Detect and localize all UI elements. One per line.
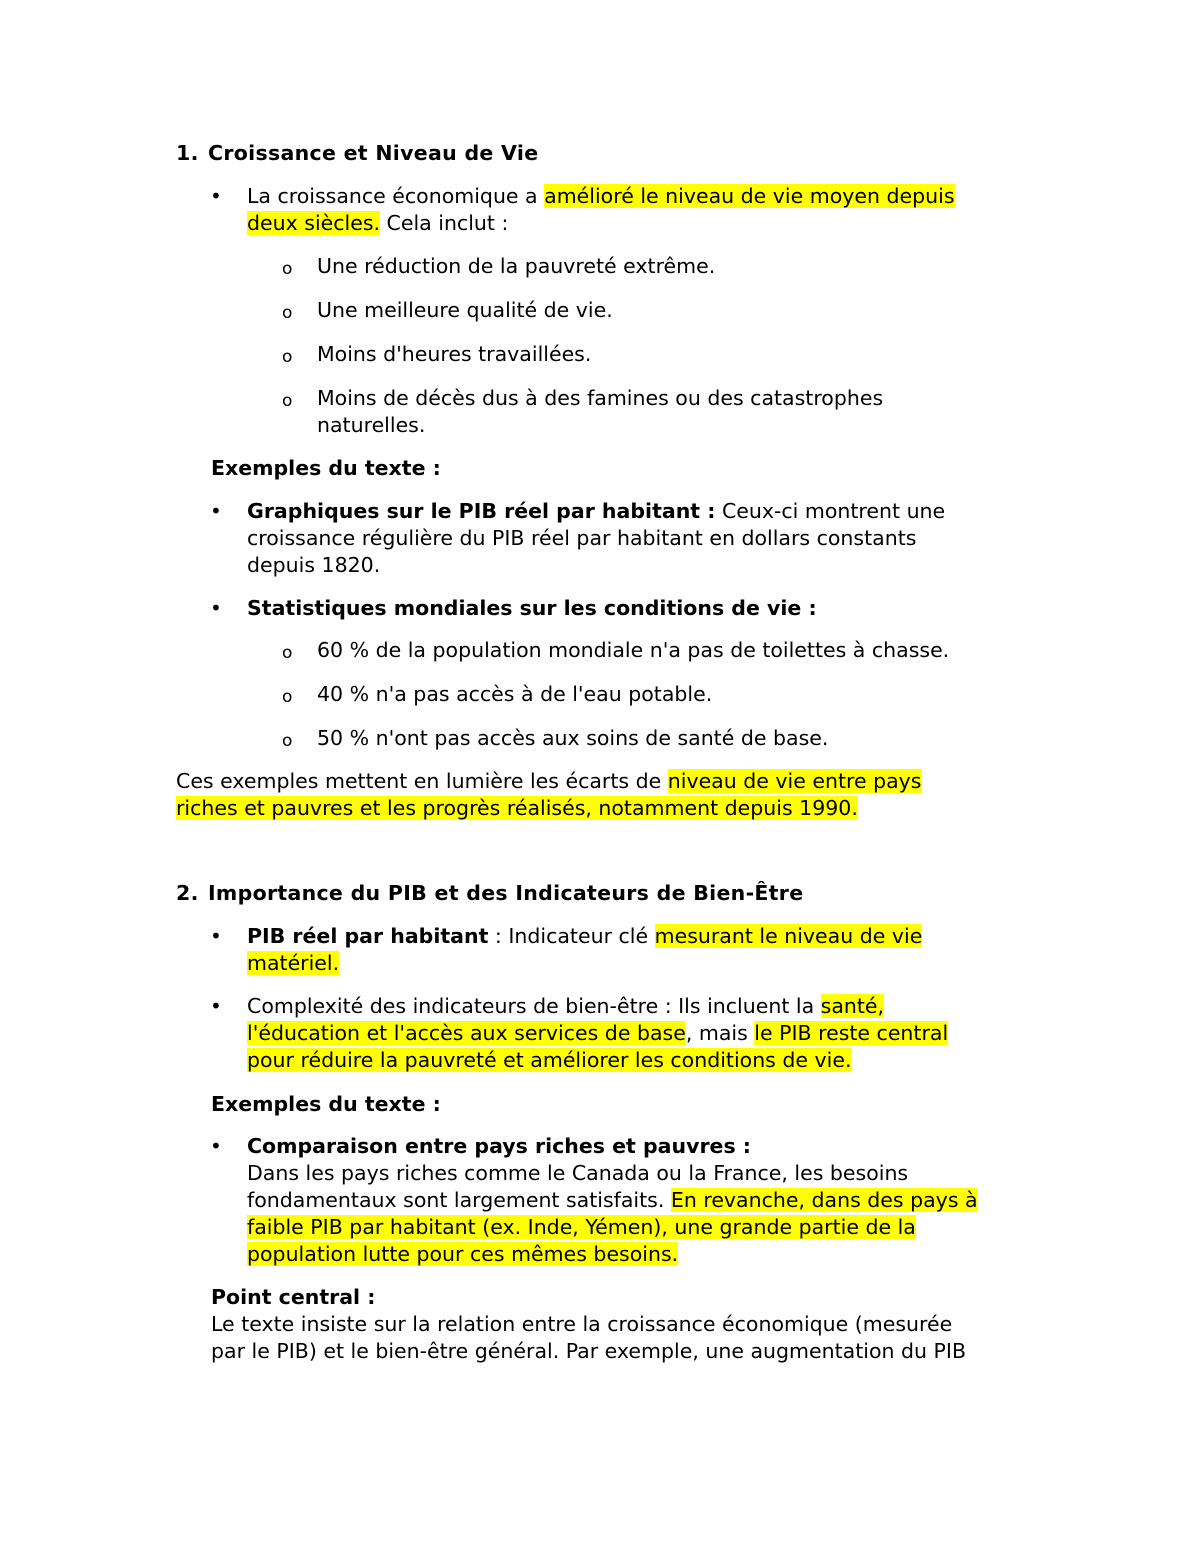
s1-stat: 50 % n'ont pas accès aux soins de santé de base. [317,726,829,750]
s1-bullet-text: La croissance économique a amélioré le niveau de vie moyen depuis deux siècles. Cela inclut : [247,184,955,235]
sub-bullet-icon: o [282,259,293,279]
s2-bullet-2: Complexité des indicateurs de bien-être : Ils incluent la santé, l'éducation et l'accès aux services de base, mais le PIB reste central pour réduire la pauvreté et améliorer les conditions de vie. [247,994,949,1072]
bullet-icon: • [210,596,222,620]
sub-bullet-icon: o [282,391,293,411]
sub-bullet-icon: o [282,731,293,751]
bullet-icon: • [210,499,222,523]
bullet-icon: • [210,184,222,208]
sub-bullet-icon: o [282,303,293,323]
section-1-title: 1. Croissance et Niveau de Vie [176,141,539,165]
s1-subitem: Une réduction de la pauvreté extrême. [317,254,716,278]
s2-bullet-1: PIB réel par habitant : Indicateur clé mesurant le niveau de vie matériel. [247,924,923,975]
s1-subitem: Moins de décès dus à des famines ou des catastrophes naturelles. [317,386,884,437]
sub-bullet-icon: o [282,687,293,707]
sub-bullet-icon: o [282,347,293,367]
s1-stat: 40 % n'a pas accès à de l'eau potable. [317,682,713,706]
section-2-title: 2. Importance du PIB et des Indicateurs de Bien-Être [176,881,804,905]
s2-example: Comparaison entre pays riches et pauvres : Dans les pays riches comme le Canada ou la France, les besoins fondamentaux sont largement satisfaits. En revanche, dans des pays à faible PIB par habitant (ex. Inde, Yémen), une grande partie de la population lutte pour ces mêmes besoins. [247,1134,978,1266]
s2-examples-heading: Exemples du texte : [211,1092,441,1116]
s1-example-2: Statistiques mondiales sur les conditions de vie : [247,596,817,620]
s1-stat: 60 % de la population mondiale n'a pas de toilettes à chasse. [317,638,950,662]
bullet-icon: • [210,924,222,948]
s2-point-central: Point central : Le texte insiste sur la relation entre la croissance économique (mesurée par le PIB) et le bien-être général. Par exemple, une augmentation du PIB [211,1285,967,1363]
s1-subitem: Une meilleure qualité de vie. [317,298,613,322]
s1-example-1: Graphiques sur le PIB réel par habitant : Ceux-ci montrent une croissance régulière du PIB réel par habitant en dollars constants depuis 1820. [247,499,946,577]
s1-conclusion: Ces exemples mettent en lumière les écarts de niveau de vie entre pays riches et pauvres et les progrès réalisés, notamment depuis 1990. [176,769,922,820]
bullet-icon: • [210,1134,222,1158]
bullet-icon: • [210,994,222,1018]
sub-bullet-icon: o [282,643,293,663]
s1-examples-heading: Exemples du texte : [211,456,441,480]
s1-subitem: Moins d'heures travaillées. [317,342,592,366]
